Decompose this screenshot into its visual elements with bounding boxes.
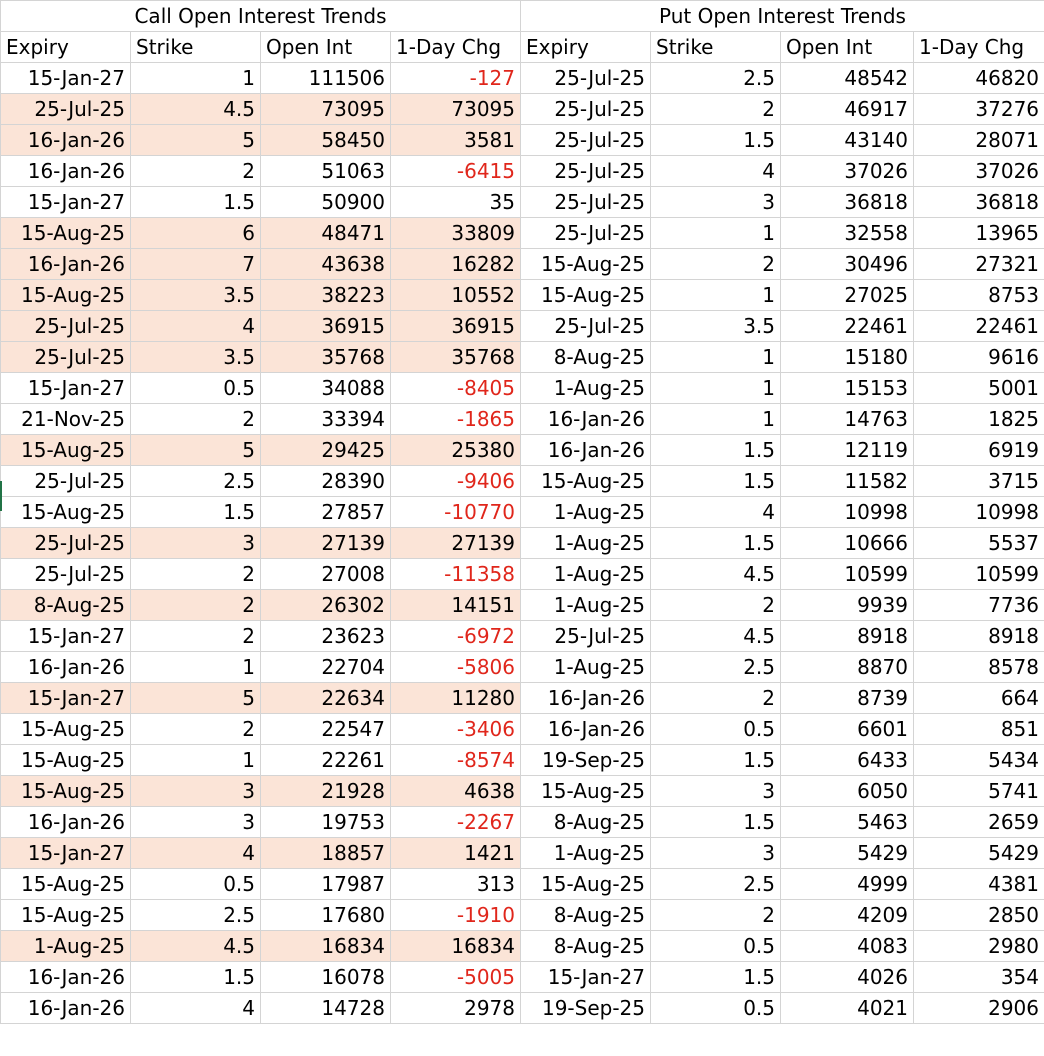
put-open-int-cell[interactable]: 15180	[781, 342, 914, 373]
call-strike-cell[interactable]: 4	[131, 993, 261, 1024]
put-chg-cell[interactable]: 13965	[914, 218, 1044, 249]
call-strike-cell[interactable]: 1.5	[131, 962, 261, 993]
put-expiry-cell[interactable]: 1-Aug-25	[521, 652, 651, 683]
call-expiry-cell[interactable]: 16-Jan-26	[1, 125, 131, 156]
table-row	[1, 962, 1044, 993]
call-strike-cell[interactable]: 7	[131, 249, 261, 280]
put-expiry-cell[interactable]: 1-Aug-25	[521, 838, 651, 869]
put-expiry-cell[interactable]: 25-Jul-25	[521, 311, 651, 342]
call-expiry-header[interactable]: Expiry	[1, 32, 131, 63]
call-expiry-cell[interactable]: 21-Nov-25	[1, 404, 131, 435]
put-expiry-cell[interactable]: 15-Jan-27	[521, 962, 651, 993]
put-expiry-cell[interactable]: 25-Jul-25	[521, 156, 651, 187]
call-chg-cell[interactable]: 16282	[391, 249, 521, 280]
header-row	[1, 32, 1044, 63]
table-row	[1, 559, 1044, 590]
table-row	[1, 900, 1044, 931]
call-strike-cell[interactable]: 1	[131, 652, 261, 683]
put-open-int-cell[interactable]: 32558	[781, 218, 914, 249]
call-open-int-cell[interactable]: 27857	[261, 497, 391, 528]
call-expiry-cell[interactable]: 15-Jan-27	[1, 683, 131, 714]
put-strike-cell[interactable]: 1	[651, 404, 781, 435]
put-chg-cell[interactable]: 2850	[914, 900, 1044, 931]
call-expiry-cell[interactable]: 16-Jan-26	[1, 807, 131, 838]
call-chg-cell[interactable]: -5806	[391, 652, 521, 683]
call-open-int-cell[interactable]: 36915	[261, 311, 391, 342]
table-row	[1, 993, 1044, 1024]
call-chg-cell[interactable]: -1910	[391, 900, 521, 931]
call-chg-cell[interactable]: 73095	[391, 94, 521, 125]
put-expiry-cell[interactable]: 8-Aug-25	[521, 900, 651, 931]
table-row	[1, 63, 1044, 94]
table-row	[1, 466, 1044, 497]
call-open-int-cell[interactable]: 22634	[261, 683, 391, 714]
put-expiry-cell[interactable]: 25-Jul-25	[521, 187, 651, 218]
title-row	[1, 1, 1044, 32]
call-expiry-cell[interactable]: 16-Jan-26	[1, 993, 131, 1024]
put-strike-cell[interactable]: 1	[651, 342, 781, 373]
table-row	[1, 125, 1044, 156]
call-open-int-cell[interactable]: 26302	[261, 590, 391, 621]
put-strike-cell[interactable]: 1	[651, 280, 781, 311]
call-expiry-cell[interactable]: 15-Aug-25	[1, 776, 131, 807]
put-open-int-cell[interactable]: 37026	[781, 156, 914, 187]
put-expiry-cell[interactable]: 19-Sep-25	[521, 745, 651, 776]
call-open-int-cell[interactable]: 17680	[261, 900, 391, 931]
call-chg-cell[interactable]: 35768	[391, 342, 521, 373]
table-row	[1, 869, 1044, 900]
call-chg-cell[interactable]: 4638	[391, 776, 521, 807]
table-row	[1, 714, 1044, 745]
put-expiry-cell[interactable]: 15-Aug-25	[521, 249, 651, 280]
put-chg-cell[interactable]: 22461	[914, 311, 1044, 342]
put-section-title[interactable]: Put Open Interest Trends	[521, 1, 1044, 32]
put-open-int-cell[interactable]: 5429	[781, 838, 914, 869]
call-chg-cell[interactable]: -6972	[391, 621, 521, 652]
put-chg-cell[interactable]: 851	[914, 714, 1044, 745]
put-expiry-cell[interactable]: 1-Aug-25	[521, 590, 651, 621]
call-expiry-cell[interactable]: 15-Aug-25	[1, 745, 131, 776]
call-expiry-cell[interactable]: 15-Aug-25	[1, 497, 131, 528]
put-chg-cell[interactable]: 2980	[914, 931, 1044, 962]
put-chg-cell[interactable]: 6919	[914, 435, 1044, 466]
call-open-int-cell[interactable]: 23623	[261, 621, 391, 652]
call-open-int-cell[interactable]: 27008	[261, 559, 391, 590]
table-row	[1, 745, 1044, 776]
table-row	[1, 280, 1044, 311]
put-strike-cell[interactable]: 2.5	[651, 652, 781, 683]
put-open-int-cell[interactable]: 4999	[781, 869, 914, 900]
put-strike-cell[interactable]: 0.5	[651, 931, 781, 962]
call-section-title[interactable]: Call Open Interest Trends	[1, 1, 521, 32]
call-open-int-cell[interactable]: 38223	[261, 280, 391, 311]
put-strike-cell[interactable]: 3	[651, 776, 781, 807]
table-row	[1, 497, 1044, 528]
call-open-int-cell[interactable]: 22704	[261, 652, 391, 683]
call-strike-cell[interactable]: 3.5	[131, 342, 261, 373]
put-expiry-cell[interactable]: 25-Jul-25	[521, 218, 651, 249]
put-open-int-cell[interactable]: 8870	[781, 652, 914, 683]
put-expiry-cell[interactable]: 15-Aug-25	[521, 869, 651, 900]
call-open-int-cell[interactable]: 58450	[261, 125, 391, 156]
call-expiry-cell[interactable]: 25-Jul-25	[1, 466, 131, 497]
table-row	[1, 528, 1044, 559]
put-expiry-cell[interactable]: 1-Aug-25	[521, 528, 651, 559]
call-strike-cell[interactable]: 6	[131, 218, 261, 249]
call-strike-cell[interactable]: 1	[131, 63, 261, 94]
call-chg-cell[interactable]: 33809	[391, 218, 521, 249]
call-open-int-cell[interactable]: 43638	[261, 249, 391, 280]
call-chg-cell[interactable]: -2267	[391, 807, 521, 838]
cell-selection-edge	[0, 481, 2, 511]
call-chg-cell[interactable]: -3406	[391, 714, 521, 745]
put-strike-cell[interactable]: 2	[651, 249, 781, 280]
call-expiry-cell[interactable]: 25-Jul-25	[1, 342, 131, 373]
put-strike-cell[interactable]: 2	[651, 900, 781, 931]
call-open-int-cell[interactable]: 50900	[261, 187, 391, 218]
put-chg-cell[interactable]: 8918	[914, 621, 1044, 652]
put-chg-cell[interactable]: 28071	[914, 125, 1044, 156]
put-open-int-cell[interactable]: 15153	[781, 373, 914, 404]
put-chg-cell[interactable]: 8753	[914, 280, 1044, 311]
call-strike-header[interactable]: Strike	[131, 32, 261, 63]
call-strike-cell[interactable]: 3	[131, 776, 261, 807]
call-chg-cell[interactable]: -11358	[391, 559, 521, 590]
call-strike-cell[interactable]: 0.5	[131, 373, 261, 404]
call-chg-cell[interactable]: -10770	[391, 497, 521, 528]
call-expiry-cell[interactable]: 16-Jan-26	[1, 962, 131, 993]
call-expiry-cell[interactable]: 1-Aug-25	[1, 931, 131, 962]
put-strike-cell[interactable]: 2	[651, 590, 781, 621]
call-expiry-cell[interactable]: 16-Jan-26	[1, 652, 131, 683]
call-open-int-cell[interactable]: 17987	[261, 869, 391, 900]
put-open-int-cell[interactable]: 6433	[781, 745, 914, 776]
put-open-int-cell[interactable]: 10666	[781, 528, 914, 559]
put-strike-cell[interactable]: 1.5	[651, 745, 781, 776]
call-chg-cell[interactable]: 36915	[391, 311, 521, 342]
put-strike-cell[interactable]: 0.5	[651, 993, 781, 1024]
call-open-int-cell[interactable]: 48471	[261, 218, 391, 249]
put-chg-cell[interactable]: 3715	[914, 466, 1044, 497]
put-open-int-cell[interactable]: 12119	[781, 435, 914, 466]
put-expiry-cell[interactable]: 1-Aug-25	[521, 559, 651, 590]
call-strike-cell[interactable]: 5	[131, 683, 261, 714]
call-open-int-cell[interactable]: 73095	[261, 94, 391, 125]
put-expiry-cell[interactable]: 19-Sep-25	[521, 993, 651, 1024]
call-chg-cell[interactable]: 11280	[391, 683, 521, 714]
put-chg-cell[interactable]: 5537	[914, 528, 1044, 559]
put-strike-cell[interactable]: 4	[651, 497, 781, 528]
put-chg-cell[interactable]: 37276	[914, 94, 1044, 125]
put-open-int-cell[interactable]: 4021	[781, 993, 914, 1024]
put-open-int-cell[interactable]: 8739	[781, 683, 914, 714]
call-open-int-cell[interactable]: 16078	[261, 962, 391, 993]
call-expiry-cell[interactable]: 16-Jan-26	[1, 249, 131, 280]
put-strike-cell[interactable]: 2.5	[651, 63, 781, 94]
put-open-int-cell[interactable]: 5463	[781, 807, 914, 838]
put-strike-cell[interactable]: 3	[651, 187, 781, 218]
put-open-int-cell[interactable]: 4083	[781, 931, 914, 962]
put-expiry-cell[interactable]: 15-Aug-25	[521, 466, 651, 497]
call-chg-cell[interactable]: 14151	[391, 590, 521, 621]
call-chg-cell[interactable]: 10552	[391, 280, 521, 311]
call-open-int-cell[interactable]: 33394	[261, 404, 391, 435]
put-chg-cell[interactable]: 8578	[914, 652, 1044, 683]
put-expiry-cell[interactable]: 16-Jan-26	[521, 404, 651, 435]
put-open-int-cell[interactable]: 22461	[781, 311, 914, 342]
put-expiry-cell[interactable]: 16-Jan-26	[521, 714, 651, 745]
call-open-int-header[interactable]: Open Int	[261, 32, 391, 63]
put-chg-cell[interactable]: 1825	[914, 404, 1044, 435]
call-chg-cell[interactable]: -8574	[391, 745, 521, 776]
put-chg-cell[interactable]: 27321	[914, 249, 1044, 280]
put-strike-cell[interactable]: 4.5	[651, 559, 781, 590]
call-expiry-cell[interactable]: 15-Aug-25	[1, 714, 131, 745]
call-expiry-cell[interactable]: 25-Jul-25	[1, 94, 131, 125]
table-row	[1, 931, 1044, 962]
call-chg-cell[interactable]: -127	[391, 63, 521, 94]
put-strike-cell[interactable]: 1	[651, 373, 781, 404]
put-open-int-cell[interactable]: 11582	[781, 466, 914, 497]
put-expiry-cell[interactable]: 25-Jul-25	[521, 63, 651, 94]
call-strike-cell[interactable]: 4.5	[131, 931, 261, 962]
put-open-int-cell[interactable]: 46917	[781, 94, 914, 125]
call-strike-cell[interactable]: 3	[131, 528, 261, 559]
put-expiry-cell[interactable]: 25-Jul-25	[521, 125, 651, 156]
call-expiry-cell[interactable]: 15-Jan-27	[1, 373, 131, 404]
put-expiry-cell[interactable]: 8-Aug-25	[521, 342, 651, 373]
put-open-int-cell[interactable]: 10599	[781, 559, 914, 590]
call-chg-cell[interactable]: 16834	[391, 931, 521, 962]
call-chg-cell[interactable]: 1421	[391, 838, 521, 869]
put-chg-cell[interactable]: 4381	[914, 869, 1044, 900]
call-strike-cell[interactable]: 4.5	[131, 94, 261, 125]
put-chg-cell[interactable]: 5001	[914, 373, 1044, 404]
call-expiry-cell[interactable]: 15-Aug-25	[1, 435, 131, 466]
put-expiry-cell[interactable]: 25-Jul-25	[521, 94, 651, 125]
table-row	[1, 94, 1044, 125]
table-row	[1, 683, 1044, 714]
table-row	[1, 404, 1044, 435]
call-expiry-cell[interactable]: 15-Jan-27	[1, 838, 131, 869]
call-chg-cell[interactable]: 25380	[391, 435, 521, 466]
put-open-int-header[interactable]: Open Int	[781, 32, 914, 63]
table-row	[1, 249, 1044, 280]
table-row	[1, 652, 1044, 683]
call-strike-cell[interactable]: 5	[131, 435, 261, 466]
table-row	[1, 218, 1044, 249]
call-expiry-cell[interactable]: 8-Aug-25	[1, 590, 131, 621]
call-chg-cell[interactable]: 2978	[391, 993, 521, 1024]
call-open-int-cell[interactable]: 18857	[261, 838, 391, 869]
call-strike-cell[interactable]: 2.5	[131, 900, 261, 931]
call-chg-cell[interactable]: -5005	[391, 962, 521, 993]
put-chg-cell[interactable]: 2659	[914, 807, 1044, 838]
table-row	[1, 807, 1044, 838]
table-row	[1, 342, 1044, 373]
put-strike-cell[interactable]: 1.5	[651, 807, 781, 838]
put-chg-cell[interactable]: 37026	[914, 156, 1044, 187]
put-chg-cell[interactable]: 10998	[914, 497, 1044, 528]
put-strike-cell[interactable]: 1	[651, 218, 781, 249]
call-expiry-cell[interactable]: 15-Aug-25	[1, 900, 131, 931]
call-open-int-cell[interactable]: 35768	[261, 342, 391, 373]
put-open-int-cell[interactable]: 4026	[781, 962, 914, 993]
call-expiry-cell[interactable]: 15-Jan-27	[1, 63, 131, 94]
call-chg-cell[interactable]: 313	[391, 869, 521, 900]
table-row	[1, 373, 1044, 404]
put-strike-cell[interactable]: 0.5	[651, 714, 781, 745]
put-open-int-cell[interactable]: 6050	[781, 776, 914, 807]
put-chg-cell[interactable]: 10599	[914, 559, 1044, 590]
call-chg-cell[interactable]: 27139	[391, 528, 521, 559]
call-open-int-cell[interactable]: 16834	[261, 931, 391, 962]
table-row	[1, 776, 1044, 807]
call-expiry-cell[interactable]: 15-Aug-25	[1, 869, 131, 900]
put-open-int-cell[interactable]: 36818	[781, 187, 914, 218]
call-open-int-cell[interactable]: 22261	[261, 745, 391, 776]
call-open-int-cell[interactable]: 19753	[261, 807, 391, 838]
put-strike-cell[interactable]: 1.5	[651, 466, 781, 497]
call-open-int-cell[interactable]: 27139	[261, 528, 391, 559]
call-expiry-cell[interactable]: 15-Aug-25	[1, 280, 131, 311]
call-strike-cell[interactable]: 2.5	[131, 466, 261, 497]
call-strike-cell[interactable]: 2	[131, 621, 261, 652]
put-chg-cell[interactable]: 9616	[914, 342, 1044, 373]
put-chg-cell[interactable]: 5741	[914, 776, 1044, 807]
call-chg-header[interactable]: 1-Day Chg	[391, 32, 521, 63]
call-strike-cell[interactable]: 2	[131, 714, 261, 745]
put-chg-cell[interactable]: 36818	[914, 187, 1044, 218]
put-chg-cell[interactable]: 5429	[914, 838, 1044, 869]
table-row	[1, 156, 1044, 187]
call-strike-cell[interactable]: 2	[131, 156, 261, 187]
put-open-int-cell[interactable]: 6601	[781, 714, 914, 745]
put-strike-cell[interactable]: 2	[651, 683, 781, 714]
call-expiry-cell[interactable]: 15-Aug-25	[1, 218, 131, 249]
put-expiry-cell[interactable]: 16-Jan-26	[521, 683, 651, 714]
put-expiry-cell[interactable]: 1-Aug-25	[521, 373, 651, 404]
call-strike-cell[interactable]: 2	[131, 559, 261, 590]
put-expiry-header[interactable]: Expiry	[521, 32, 651, 63]
put-strike-cell[interactable]: 1.5	[651, 528, 781, 559]
put-open-int-cell[interactable]: 4209	[781, 900, 914, 931]
table-row	[1, 621, 1044, 652]
call-strike-cell[interactable]: 2	[131, 404, 261, 435]
put-strike-cell[interactable]: 2	[651, 94, 781, 125]
table-body	[1, 63, 1044, 1024]
call-open-int-cell[interactable]: 29425	[261, 435, 391, 466]
call-strike-cell[interactable]: 0.5	[131, 869, 261, 900]
put-chg-header[interactable]: 1-Day Chg	[914, 32, 1044, 63]
put-open-int-cell[interactable]: 8918	[781, 621, 914, 652]
call-open-int-cell[interactable]: 51063	[261, 156, 391, 187]
put-open-int-cell[interactable]: 10998	[781, 497, 914, 528]
call-open-int-cell[interactable]: 14728	[261, 993, 391, 1024]
call-expiry-cell[interactable]: 25-Jul-25	[1, 528, 131, 559]
table-row	[1, 838, 1044, 869]
call-chg-cell[interactable]: -8405	[391, 373, 521, 404]
put-chg-cell[interactable]: 664	[914, 683, 1044, 714]
table-row	[1, 311, 1044, 342]
call-chg-cell[interactable]: -6415	[391, 156, 521, 187]
call-strike-cell[interactable]: 4	[131, 838, 261, 869]
put-strike-cell[interactable]: 1.5	[651, 435, 781, 466]
put-expiry-cell[interactable]: 8-Aug-25	[521, 931, 651, 962]
call-chg-cell[interactable]: 3581	[391, 125, 521, 156]
put-strike-cell[interactable]: 1.5	[651, 125, 781, 156]
put-expiry-cell[interactable]: 25-Jul-25	[521, 621, 651, 652]
put-strike-cell[interactable]: 4.5	[651, 621, 781, 652]
put-expiry-cell[interactable]: 8-Aug-25	[521, 807, 651, 838]
put-open-int-cell[interactable]: 14763	[781, 404, 914, 435]
put-strike-cell[interactable]: 1.5	[651, 962, 781, 993]
put-expiry-cell[interactable]: 15-Aug-25	[521, 776, 651, 807]
call-strike-cell[interactable]: 1	[131, 745, 261, 776]
put-open-int-cell[interactable]: 48542	[781, 63, 914, 94]
put-chg-cell[interactable]: 2906	[914, 993, 1044, 1024]
call-chg-cell[interactable]: 35	[391, 187, 521, 218]
call-strike-cell[interactable]: 2	[131, 590, 261, 621]
put-expiry-cell[interactable]: 15-Aug-25	[521, 280, 651, 311]
call-strike-cell[interactable]: 3.5	[131, 280, 261, 311]
put-expiry-cell[interactable]: 1-Aug-25	[521, 497, 651, 528]
call-expiry-cell[interactable]: 25-Jul-25	[1, 311, 131, 342]
call-expiry-cell[interactable]: 16-Jan-26	[1, 156, 131, 187]
call-strike-cell[interactable]: 5	[131, 125, 261, 156]
table-row	[1, 590, 1044, 621]
call-open-int-cell[interactable]: 22547	[261, 714, 391, 745]
call-expiry-cell[interactable]: 25-Jul-25	[1, 559, 131, 590]
call-open-int-cell[interactable]: 21928	[261, 776, 391, 807]
put-open-int-cell[interactable]: 9939	[781, 590, 914, 621]
table-row	[1, 187, 1044, 218]
call-open-int-cell[interactable]: 28390	[261, 466, 391, 497]
call-strike-cell[interactable]: 1.5	[131, 187, 261, 218]
put-open-int-cell[interactable]: 43140	[781, 125, 914, 156]
put-strike-cell[interactable]: 3	[651, 838, 781, 869]
call-strike-cell[interactable]: 3	[131, 807, 261, 838]
put-expiry-cell[interactable]: 16-Jan-26	[521, 435, 651, 466]
put-chg-cell[interactable]: 46820	[914, 63, 1044, 94]
call-chg-cell[interactable]: -1865	[391, 404, 521, 435]
put-strike-header[interactable]: Strike	[651, 32, 781, 63]
put-chg-cell[interactable]: 5434	[914, 745, 1044, 776]
call-expiry-cell[interactable]: 15-Jan-27	[1, 187, 131, 218]
put-chg-cell[interactable]: 354	[914, 962, 1044, 993]
call-open-int-cell[interactable]: 111506	[261, 63, 391, 94]
call-strike-cell[interactable]: 4	[131, 311, 261, 342]
call-chg-cell[interactable]: -9406	[391, 466, 521, 497]
put-strike-cell[interactable]: 3.5	[651, 311, 781, 342]
put-strike-cell[interactable]: 2.5	[651, 869, 781, 900]
table-row	[1, 435, 1044, 466]
put-chg-cell[interactable]: 7736	[914, 590, 1044, 621]
call-open-int-cell[interactable]: 34088	[261, 373, 391, 404]
put-open-int-cell[interactable]: 27025	[781, 280, 914, 311]
call-strike-cell[interactable]: 1.5	[131, 497, 261, 528]
put-open-int-cell[interactable]: 30496	[781, 249, 914, 280]
put-strike-cell[interactable]: 4	[651, 156, 781, 187]
call-expiry-cell[interactable]: 15-Jan-27	[1, 621, 131, 652]
